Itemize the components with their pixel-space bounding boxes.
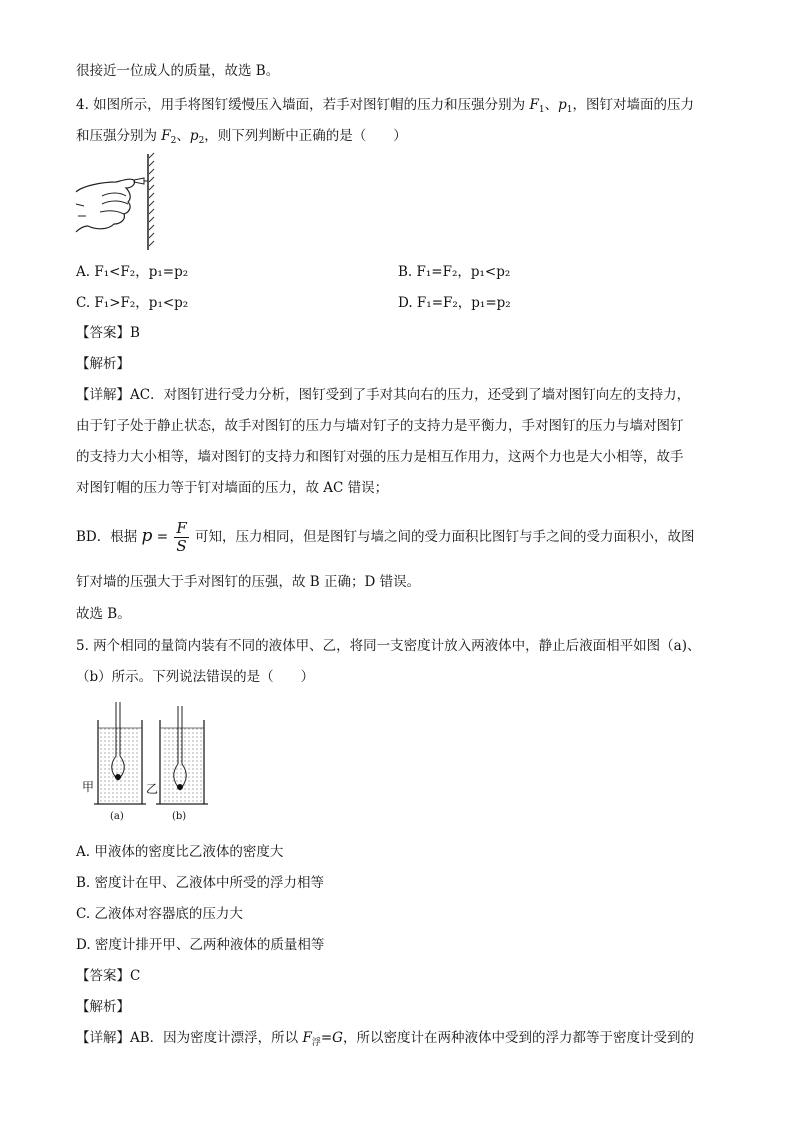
detail-line	[76, 386, 690, 404]
equals: =	[320, 1030, 333, 1046]
answer-4	[76, 324, 140, 342]
text: D. F₁=F₂，p₁=p₂	[398, 295, 511, 311]
text: 由于钉子处于静止状态，故手对图钉的压力与墙对钉子的支持力是平衡力，手对图钉的压力与墙对图钉	[76, 418, 684, 434]
sub: 2	[170, 136, 177, 146]
text: 4. 如图所示，用手将图钉缓慢压入墙面，若手对图钉帽的压力和压强分别为	[76, 97, 530, 113]
option-D	[398, 294, 511, 312]
text: 的支持力大小相等，墙对图钉的支持力和图钉对强的压力是相互作用力，这两个力也是大小相等，故手	[76, 449, 684, 465]
label-yi: 乙	[146, 782, 159, 796]
text: B. 密度计在甲、乙液体中所受的浮力相等	[76, 875, 325, 891]
text: D. 密度计排开甲、乙两种液体的质量相等	[76, 937, 325, 953]
text: 可知，压力相同，但是图钉与墙之间的受力面积比图钉与手之间的受力面积小，故图	[190, 529, 695, 545]
option-5A	[76, 843, 283, 861]
text: （b）所示。下列说法错误的是（ ）	[76, 669, 315, 685]
detail-line	[76, 1029, 694, 1052]
text: C. F₁>F₂，p₁<p₂	[76, 295, 189, 311]
detail-line	[76, 479, 388, 497]
analysis-4	[76, 355, 130, 373]
question-5-line-1	[76, 637, 701, 655]
question-4-line-2	[76, 127, 407, 150]
answer-5	[76, 967, 140, 985]
text: 对图钉帽的压力等于钉对墙面的压力，故 AC 错误；	[76, 480, 389, 496]
text: 【答案】C	[76, 968, 141, 984]
var-p: p	[189, 128, 199, 144]
label-b: (b)	[172, 811, 187, 822]
text: 【答案】B	[76, 325, 140, 341]
detail-line	[76, 417, 684, 435]
question-4-line-1	[76, 96, 694, 119]
sub: 2	[198, 136, 205, 146]
equals: =	[152, 529, 173, 545]
text: A. 甲液体的密度比乙液体的密度大	[76, 844, 284, 860]
var-F: F	[302, 1030, 312, 1046]
text: ，所以密度计在两种液体中受到的浮力都等于密度计受到的	[342, 1030, 694, 1046]
fraction	[174, 520, 188, 555]
text: 5. 两个相同的量筒内装有不同的液体甲、乙，将同一支密度计放入两液体中，静止后液面相平如图（a)、	[76, 638, 701, 654]
label-a: (a)	[110, 811, 124, 822]
sub: 1	[566, 105, 573, 115]
text: 【解析】	[76, 999, 130, 1015]
option-5C	[76, 905, 243, 923]
analysis-5	[76, 998, 130, 1016]
detail-line	[76, 448, 684, 466]
text: C. 乙液体对容器底的压力大	[76, 906, 243, 922]
option-5D	[76, 936, 324, 954]
text: 【解析】	[76, 356, 130, 372]
var-G: G	[332, 1030, 343, 1046]
question-5-line-2	[76, 668, 314, 686]
denominator: S	[176, 537, 187, 555]
text: 钉对墙的压强大于手对图钉的压强，故 B 正确；D 错误。	[76, 574, 421, 590]
option-B	[398, 263, 510, 281]
text: 故选 B。	[76, 606, 131, 622]
detail-formula-line	[76, 516, 695, 557]
text: ，图钉对墙面的压力	[572, 97, 694, 113]
text-line	[76, 62, 279, 80]
text: 【详解】AC．对图钉进行受力分析，图钉受到了手对其向右的压力，还受到了墙对图钉向左的支持力，	[76, 387, 691, 403]
text: A. F₁<F₂，p₁=p₂	[76, 264, 189, 280]
option-5B	[76, 874, 324, 892]
numerator: F	[176, 519, 187, 537]
text: 、	[544, 97, 559, 113]
text: 和压强分别为	[76, 128, 162, 144]
detail-line	[76, 605, 131, 623]
text: 、	[176, 128, 190, 144]
text: B. F₁=F₂，p₁<p₂	[398, 264, 511, 280]
hydrometer-figure	[80, 700, 220, 825]
text: 很接近一位成人的质量，故选 B。	[76, 63, 280, 79]
var-F: F	[529, 97, 539, 113]
var-F: F	[161, 128, 171, 144]
hand-pin-figure	[72, 152, 156, 252]
detail-line	[76, 573, 420, 591]
text: BD．根据	[76, 529, 142, 545]
sub: 浮	[311, 1038, 321, 1048]
var-p: p	[558, 97, 567, 113]
label-jia: 甲	[82, 780, 95, 794]
var-p: p	[141, 526, 153, 546]
option-C	[76, 294, 188, 312]
option-A	[76, 263, 188, 281]
text: 【详解】AB．因为密度计漂浮，所以	[76, 1030, 303, 1046]
sub: 1	[538, 105, 545, 115]
text: ，则下列判断中正确的是（ ）	[204, 128, 407, 144]
